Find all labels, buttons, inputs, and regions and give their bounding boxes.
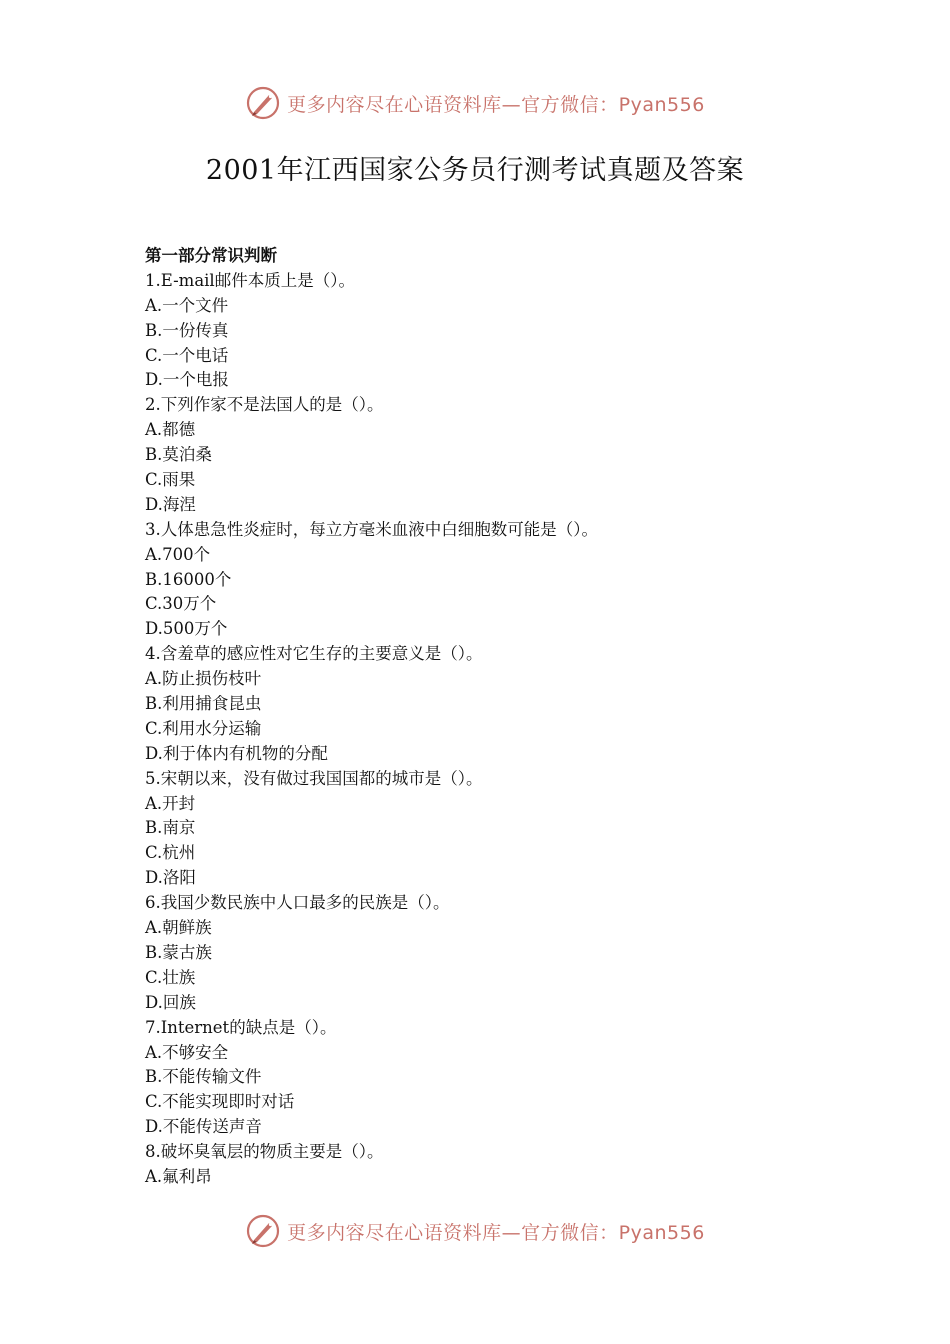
footer-banner [0, 1208, 950, 1254]
option-line: D.洛阳 [145, 868, 196, 888]
option-line: D.海涅 [145, 494, 196, 514]
option-line: C.壮族 [145, 967, 196, 987]
option-line: B.一份传真 [145, 320, 229, 340]
question-list [145, 269, 865, 1190]
question-line: 3.人体患急性炎症时，每立方毫米血液中白细胞数可能是（）。 [145, 519, 598, 539]
option-line: D.500万个 [145, 619, 228, 639]
option-line: C.不能实现即时对话 [145, 1092, 295, 1112]
option-line: C.利用水分运输 [145, 718, 262, 738]
option-line: B.蒙古族 [145, 942, 212, 962]
option-line: C.杭州 [145, 843, 196, 863]
option-line: D.一个电报 [145, 370, 229, 390]
option-line: A.一个文件 [145, 295, 229, 315]
question-line: 1.E-mail邮件本质上是（）。 [145, 270, 355, 290]
question-line: 7.Internet的缺点是（）。 [145, 1017, 337, 1037]
header-banner [0, 80, 950, 126]
pen-logo-icon [245, 1213, 281, 1249]
pen-logo-icon [245, 85, 281, 121]
option-line: A.开封 [145, 793, 196, 813]
question-line: 8.破坏臭氧层的物质主要是（）。 [145, 1142, 384, 1162]
banner-text: 更多内容尽在心语资料库—官方微信：Pyan556 [287, 1221, 705, 1244]
option-line: A.不够安全 [145, 1042, 229, 1062]
option-line: A.防止损伤枝叶 [145, 669, 262, 689]
option-line: A.朝鲜族 [145, 918, 212, 938]
option-line: C.30万个 [145, 594, 217, 614]
option-line: B.南京 [145, 818, 196, 838]
document-body [145, 244, 865, 1190]
question-line: 4.含羞草的感应性对它生存的主要意义是（）。 [145, 644, 483, 664]
option-line: B.16000个 [145, 569, 232, 589]
option-line: A.氟利昂 [145, 1166, 212, 1186]
section-heading: 第一部分常识判断 [145, 246, 277, 265]
option-line: B.莫泊桑 [145, 445, 212, 465]
option-line: A.700个 [145, 544, 211, 564]
option-line: D.利于体内有机物的分配 [145, 743, 328, 763]
question-line: 5.宋朝以来，没有做过我国国都的城市是（）。 [145, 768, 483, 788]
option-line: A.都德 [145, 420, 196, 440]
option-line: D.不能传送声音 [145, 1117, 262, 1137]
option-line: D.回族 [145, 992, 196, 1012]
option-line: B.不能传输文件 [145, 1067, 262, 1087]
option-line: B.利用捕食昆虫 [145, 694, 262, 714]
option-line: C.雨果 [145, 470, 196, 490]
question-line: 6.我国少数民族中人口最多的民族是（）。 [145, 893, 450, 913]
document-title: 2001年江西国家公务员行测考试真题及答案 [205, 155, 745, 186]
banner-text: 更多内容尽在心语资料库—官方微信：Pyan556 [287, 93, 705, 116]
option-line: C.一个电话 [145, 345, 229, 365]
question-line: 2.下列作家不是法国人的是（）。 [145, 395, 384, 415]
